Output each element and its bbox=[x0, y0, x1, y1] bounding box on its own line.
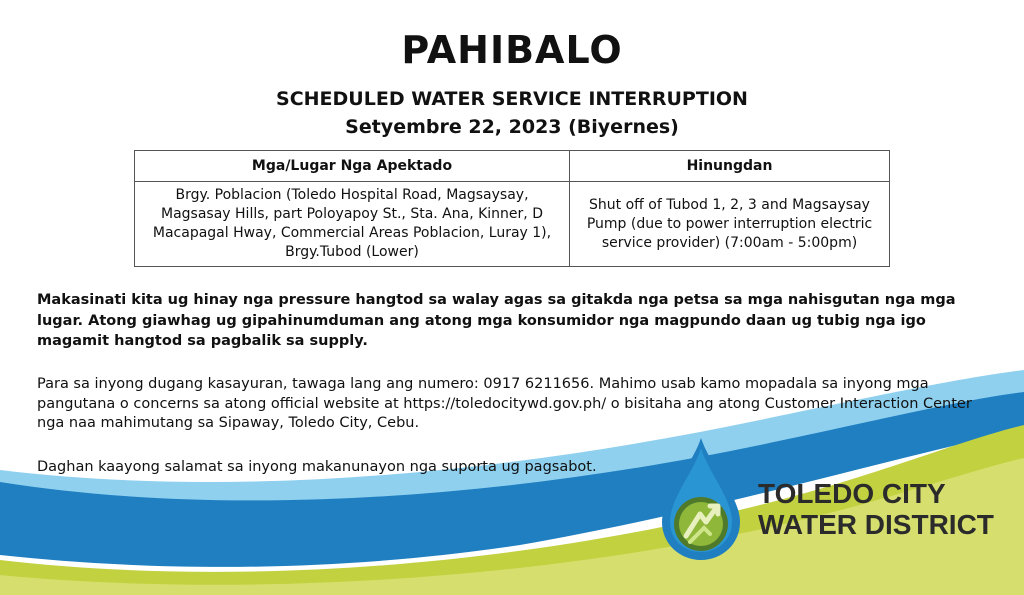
cell-reason: Shut off of Tubod 1, 2, 3 and Magsaysay Pump (due to power interruption electric service provider) (7:00am - 5:00pm) bbox=[570, 182, 890, 267]
advisory-paragraph: Makasinati kita ug hinay nga pressure hangtod sa walay agas sa gitakda nga petsa sa mga nahisgutan nga mga lugar. Atong giawhag ug gipahinumduman ang atong mga konsumidor nga magpundo daan ug tubig nga igo magamit hangtod sa pagbalik sa supply. bbox=[37, 292, 956, 349]
header-reason: Hinungdan bbox=[570, 151, 890, 182]
notice-date: Setyembre 22, 2023 (Biyernes) bbox=[345, 116, 679, 138]
contact-paragraph: Para sa inyong dugang kasayuran, tawaga lang ang numero: 0917 6211656. Mahimo usab kamo mopadala sa inyong mga pangutana o concerns sa atong official website at https://toledocitywd.gov.ph/ o bisitaha ang atong Customer Interaction Center nga naa mahimutang sa Sipaway, Toledo City, Cebu. bbox=[37, 376, 972, 431]
notice-title: PAHIBALO bbox=[401, 28, 623, 72]
affected-areas-table bbox=[134, 150, 890, 267]
organization-name bbox=[758, 478, 994, 540]
table-row bbox=[135, 182, 890, 267]
header-affected-areas: Mga/Lugar Nga Apektado bbox=[135, 151, 570, 182]
water-drop-logo-icon bbox=[660, 436, 742, 562]
table-header-row bbox=[135, 151, 890, 182]
thanks-paragraph: Daghan kaayong salamat sa inyong makanunayon nga suporta ug pagsabot. bbox=[37, 459, 597, 475]
organization-name-line2: WATER DISTRICT bbox=[758, 509, 994, 540]
notice-subtitle: SCHEDULED WATER SERVICE INTERRUPTION bbox=[276, 88, 748, 110]
cell-affected-areas: Brgy. Poblacion (Toledo Hospital Road, Magsaysay, Magsasay Hills, part Poloyapoy St., Sta. Ana, Kinner, D Macapagal Hway, Commercial Areas Poblacion, Luray 1), Brgy.Tubod (Lower) bbox=[135, 182, 570, 267]
organization-name-line1: TOLEDO CITY bbox=[758, 478, 946, 509]
